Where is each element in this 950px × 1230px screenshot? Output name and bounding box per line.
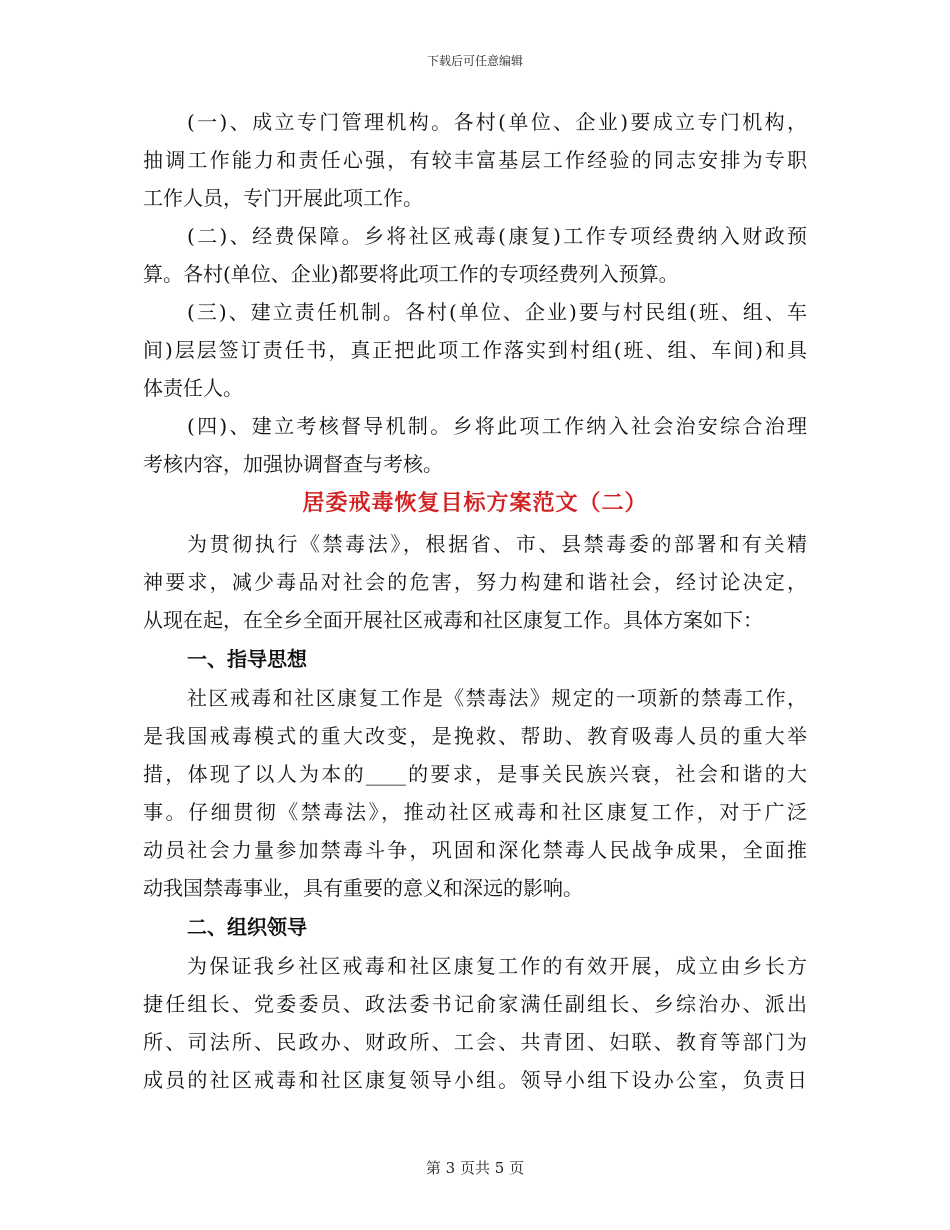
paragraph <box>143 525 807 639</box>
section-heading: 一、指导思想 <box>187 647 307 671</box>
paragraph-line: 成员的社区戒毒和社区康复领导小组。领导小组下设办公室，负责日 <box>143 1068 807 1092</box>
section-heading: 二、组织领导 <box>187 915 307 939</box>
paragraph <box>143 947 807 1099</box>
paragraph-line: 为保证我乡社区戒毒和社区康复工作的有效开展，成立由乡长方 <box>187 954 807 978</box>
paragraph-line: (四)、建立考核督导机制。乡将此项工作纳入社会治安综合治理 <box>187 414 807 438</box>
paragraph-line: 抽调工作能力和责任心强，有较丰富基层工作经验的同志安排为专职 <box>143 148 807 172</box>
paragraph-line: 措，体现了以人为本的____的要求，是事关民族兴衰，社会和谐的大 <box>143 762 807 786</box>
paragraph-line: (三)、建立责任机制。各村(单位、企业)要与村民组(班、组、车 <box>187 300 807 324</box>
paragraph <box>143 679 807 907</box>
paragraph-line: 社区戒毒和社区康复工作是《禁毒法》规定的一项新的禁毒工作， <box>187 686 807 710</box>
paragraph-line: 神要求，减少毒品对社会的危害，努力构建和谐社会，经讨论决定， <box>143 570 807 594</box>
paragraph <box>143 293 807 407</box>
section-title: 居委戒毒恢复目标方案范文（二） <box>302 490 648 516</box>
paragraph-line: 为贯彻执行《禁毒法》，根据省、市、县禁毒委的部署和有关精 <box>187 532 807 556</box>
paragraph <box>143 103 807 217</box>
paragraph-line: 捷任组长、党委委员、政法委书记俞家满任副组长、乡综治办、派出 <box>143 992 807 1016</box>
paragraph-line: 算。各村(单位、企业)都要将此项工作的专项经费列入预算。 <box>143 262 679 286</box>
paragraph <box>143 407 807 483</box>
paragraph-line: (一)、成立专门管理机构。各村(单位、企业)要成立专门机构， <box>187 110 807 134</box>
paragraph-line: 考核内容，加强协调督查与考核。 <box>143 452 443 476</box>
paragraph-line: 动我国禁毒事业，具有重要的意义和深远的影响。 <box>143 876 583 900</box>
paragraph-line: 是我国戒毒模式的重大改变，是挽救、帮助、教育吸毒人员的重大举 <box>143 724 807 748</box>
paragraph-line: 从现在起，在全乡全面开展社区戒毒和社区康复工作。具体方案如下： <box>143 608 763 632</box>
paragraph-line: 事。仔细贯彻《禁毒法》，推动社区戒毒和社区康复工作，对于广泛 <box>143 800 807 824</box>
page-header: 下载后可任意编辑 <box>426 54 523 68</box>
paragraph-line: 所、司法所、民政办、财政所、工会、共青团、妇联、教育等部门为 <box>143 1030 807 1054</box>
paragraph-line: 间)层层签订责任书，真正把此项工作落实到村组(班、组、车间)和具 <box>143 338 807 362</box>
paragraph-line: 工作人员，专门开展此项工作。 <box>143 186 423 210</box>
page-footer: 第 3 页共 5 页 <box>425 1159 525 1177</box>
paragraph-line: 动员社会力量参加禁毒斗争，巩固和深化禁毒人民战争成果，全面推 <box>143 838 807 862</box>
paragraph-line: 体责任人。 <box>143 376 243 400</box>
paragraph-line: (二)、经费保障。乡将社区戒毒(康复)工作专项经费纳入财政预 <box>187 224 807 248</box>
document-body <box>143 103 807 1099</box>
paragraph <box>143 217 807 293</box>
